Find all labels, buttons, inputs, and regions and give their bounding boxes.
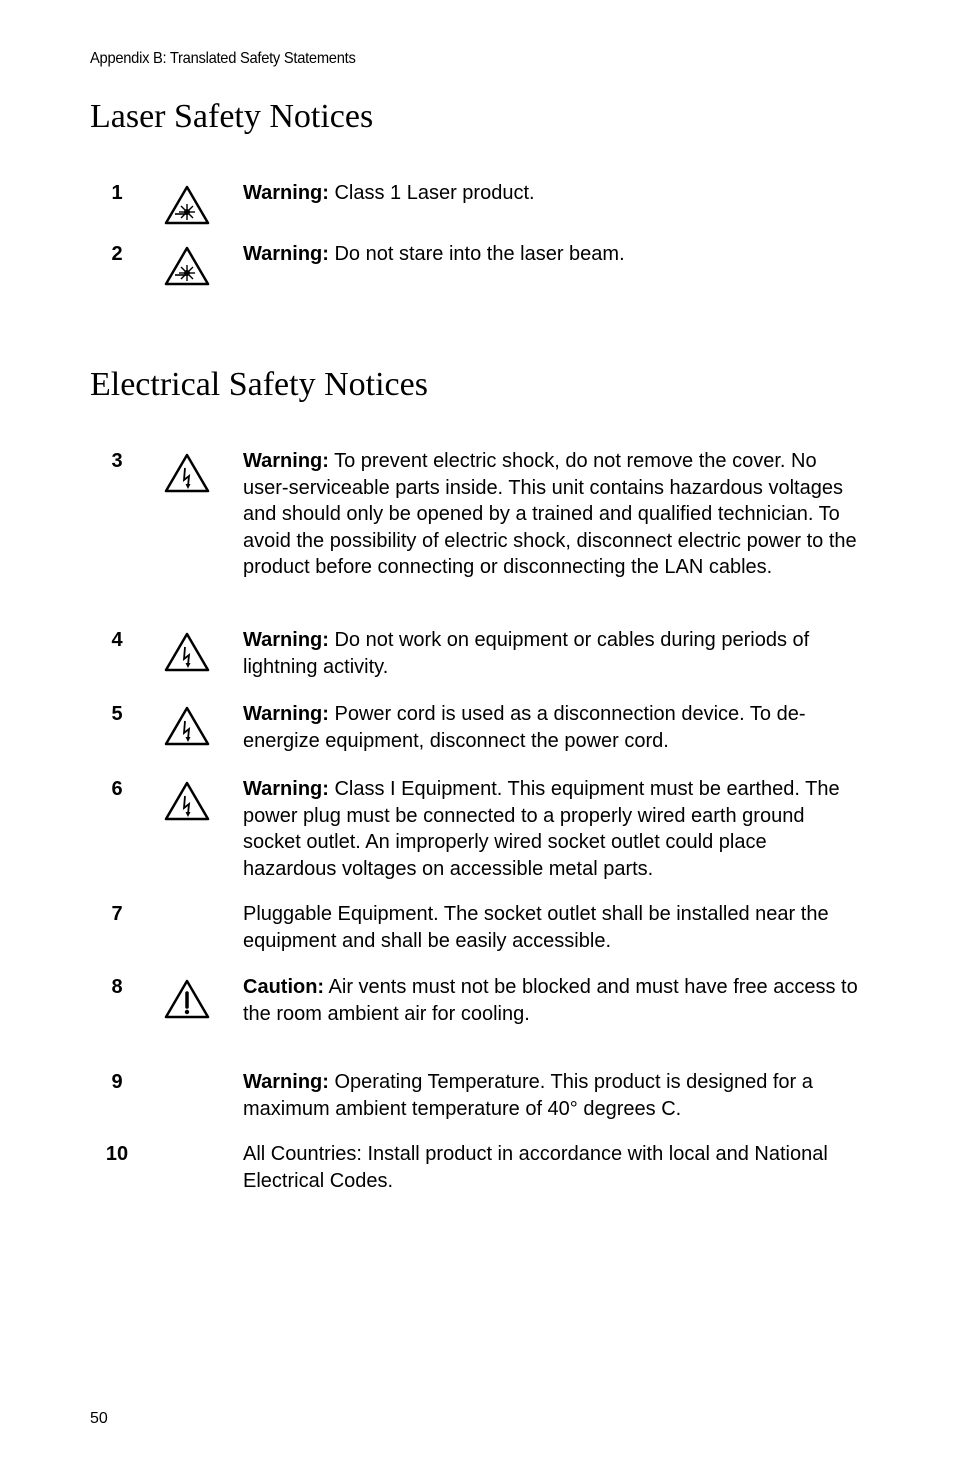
notice-number: 9 xyxy=(111,1071,123,1093)
caution-exclamation-icon xyxy=(164,978,210,1020)
notice-body: Pluggable Equipment. The socket outlet shall be installed near the equipment and shall be easily accessible. xyxy=(243,903,829,952)
page-number: 50 xyxy=(90,1410,108,1427)
notice-number: 1 xyxy=(111,182,123,204)
electric-shock-warning-icon xyxy=(164,780,210,822)
notice-body: Power cord is used as a disconnection device. To de-energize equipment, disconnect the power cord. xyxy=(243,703,806,752)
notice-body: Do not work on equipment or cables during periods of lightning activity. xyxy=(243,629,810,678)
notice-number: 4 xyxy=(111,629,123,651)
running-header: Appendix B: Translated Safety Statements xyxy=(90,50,356,67)
notice-label: Warning: xyxy=(243,450,329,472)
notice-text xyxy=(243,1069,858,1122)
notice-text xyxy=(243,701,858,754)
notice-text xyxy=(243,180,858,207)
notice-body: Do not stare into the laser beam. xyxy=(328,243,625,265)
laser-section-title: Laser Safety Notices xyxy=(90,98,374,135)
notice-body: All Countries: Install product in accordance with local and National Electrical Codes. xyxy=(243,1143,828,1192)
notice-text xyxy=(243,448,858,581)
notice-number: 10 xyxy=(105,1143,129,1165)
notice-number: 5 xyxy=(111,703,123,725)
notice-number: 7 xyxy=(111,903,123,925)
notice-body: To prevent electric shock, do not remove the cover. No user-serviceable parts inside. This unit contains hazardous voltages and should only be opened by a trained and qualified technician. To avoid the possibility of electric shock, disconnect electric power to the product before connecting or disconnecting the LAN cables. xyxy=(243,450,857,578)
notice-body: Class 1 Laser product. xyxy=(328,182,535,204)
notice-label: Warning: xyxy=(243,703,329,725)
notice-label: Warning: xyxy=(243,778,329,800)
notice-number: 8 xyxy=(111,976,123,998)
notice-label: Warning: xyxy=(243,1071,329,1093)
electric-shock-warning-icon xyxy=(164,705,210,747)
electrical-section-title: Electrical Safety Notices xyxy=(90,366,428,403)
electric-shock-warning-icon xyxy=(164,452,210,494)
notice-label: Warning: xyxy=(243,629,329,651)
notice-text xyxy=(243,776,858,882)
notice-text xyxy=(243,627,858,680)
laser-warning-icon xyxy=(164,245,210,287)
electric-shock-warning-icon xyxy=(164,631,210,673)
notice-text xyxy=(243,901,858,954)
notice-label: Warning: xyxy=(243,243,329,265)
notice-body: Class I Equipment. This equipment must be earthed. The power plug must be connected to a properly wired earth ground socket outlet. An improperly wired socket outlet could place hazardous voltages on accessible metal parts. xyxy=(243,778,840,880)
notice-body: Air vents must not be blocked and must have free access to the room ambient air for cooling. xyxy=(243,976,858,1025)
notice-body: Operating Temperature. This product is designed for a maximum ambient temperature of 40° degrees C. xyxy=(243,1071,813,1120)
notice-label: Warning: xyxy=(243,182,329,204)
notice-text xyxy=(243,974,858,1027)
notice-number: 3 xyxy=(111,450,123,472)
laser-warning-icon xyxy=(164,184,210,226)
notice-text xyxy=(243,1141,858,1194)
notice-label: Caution: xyxy=(243,976,325,998)
notice-number: 2 xyxy=(111,243,123,265)
notice-number: 6 xyxy=(111,778,123,800)
notice-text xyxy=(243,241,858,268)
